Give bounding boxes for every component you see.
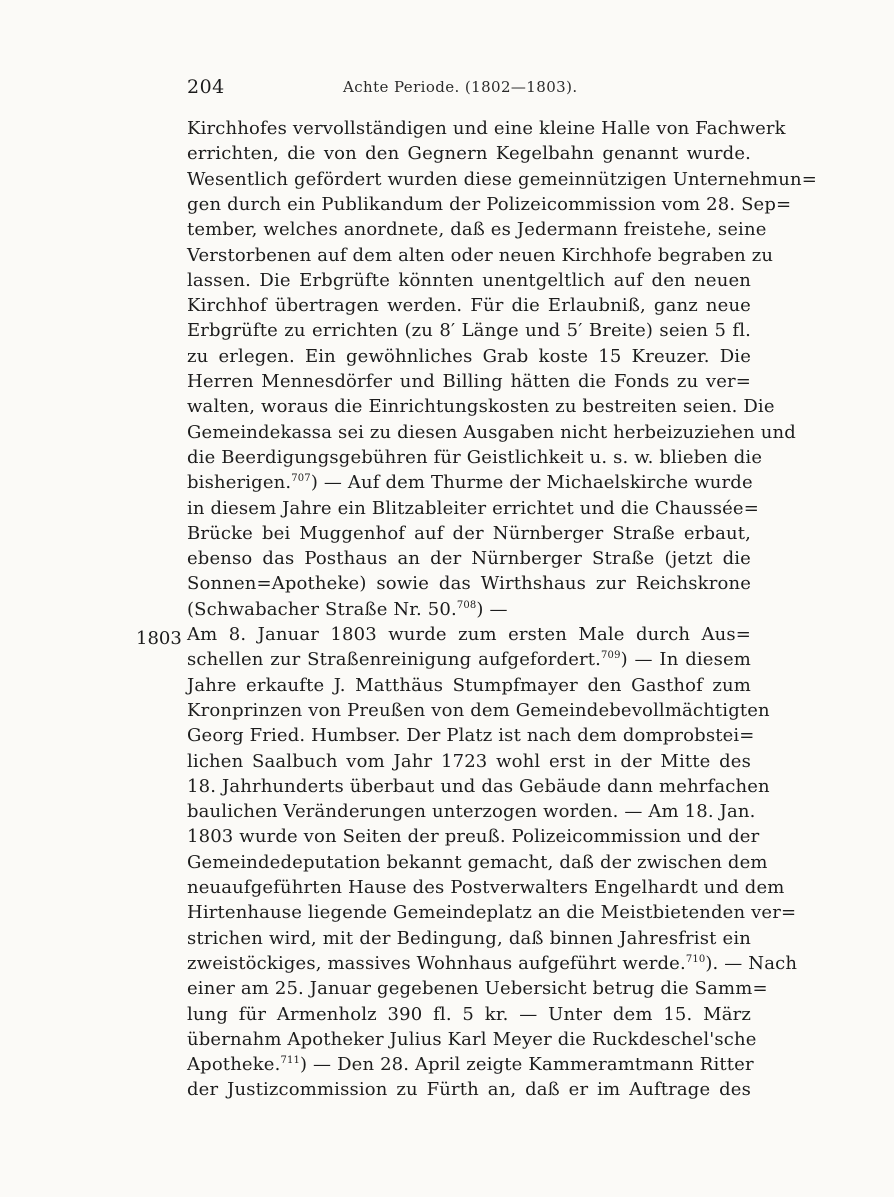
line-text: Erbgrüfte zu errichten (zu 8′ Länge und 5′ Breite) seien 5 fl. <box>187 320 751 342</box>
text-line <box>187 470 751 496</box>
line-text: die Beerdigungsgebühren für Geistlichkeit u. s. w. blieben die <box>187 446 763 468</box>
text-line <box>187 850 768 876</box>
footnote-marker: 707 <box>291 473 311 485</box>
footnote-marker: 710 <box>685 953 706 965</box>
text-line <box>187 976 768 1002</box>
text-line <box>187 597 751 623</box>
line-text: Gemeindekassa sei zu diesen Ausgaben nicht herbeizuziehen und <box>187 421 796 443</box>
text-line <box>187 521 751 547</box>
text-line <box>187 217 767 243</box>
text-line <box>187 673 751 699</box>
text-line <box>187 951 798 977</box>
line-text: Wesentlich gefördert wurden diese gemeinnützigen Unternehmun= <box>187 168 817 190</box>
line-text: ebenso das Posthaus an der Nürnberger Straße (jetzt die <box>187 548 751 570</box>
running-head: Achte Periode. (1802—1803). <box>343 78 578 96</box>
text-line <box>187 293 751 319</box>
line-text: lassen. Die Erbgrüfte könnten unentgeltlich auf den neuen <box>187 269 751 291</box>
line-text: übernahm Apotheker Julius Karl Meyer die Ruckdeschel'sche <box>187 1028 757 1050</box>
text-line <box>187 698 770 724</box>
line-text: ) — Den 28. April zeigte Kammeramtmann Ritter <box>300 1054 754 1076</box>
line-text: Kirchhofes vervollständigen und eine kleine Halle von Fachwerk <box>187 118 786 139</box>
text-line <box>187 622 751 648</box>
line-text: baulichen Veränderungen unterzogen worden. — Am 18. Jan. <box>187 801 756 823</box>
text-line <box>187 1027 757 1053</box>
text-line <box>187 394 775 420</box>
line-text: der Justizcommission zu Fürth an, daß er im Auftrage des <box>187 1079 751 1101</box>
line-text: (Schwabacher Straße Nr. 50. <box>187 598 457 620</box>
text-line <box>187 420 796 446</box>
footnote-marker: 711 <box>280 1055 301 1067</box>
text-line <box>187 141 751 167</box>
line-text: lichen Saalbuch vom Jahr 1723 wohl erst in der Mitte des <box>187 750 751 772</box>
line-text: gen durch ein Publikandum der Polizeicommission vom 28. Sep= <box>187 193 792 215</box>
line-text: Herren Mennesdörfer und Billing hätten die Fonds zu ver= <box>187 371 751 392</box>
text-line <box>187 344 751 370</box>
line-text: errichten, die von den Gegnern Kegelbahn genannt wurde. <box>187 143 751 165</box>
line-text: Sonnen=Apotheke) sowie das Wirthshaus zur Reichskrone <box>187 573 751 595</box>
text-line <box>187 369 751 395</box>
line-text: Georg Fried. Humbser. Der Platz ist nach dem domprobstei= <box>187 725 755 747</box>
text-line <box>187 900 797 926</box>
line-text: Jahre erkaufte J. Matthäus Stumpfmayer den Gasthof zum <box>187 674 751 696</box>
text-line <box>187 1002 751 1028</box>
line-text: ) — <box>476 598 508 620</box>
line-text: 1803 wurde von Seiten der preuß. Polizeicommission und der <box>187 826 760 848</box>
text-line <box>187 167 817 193</box>
line-text: tember, welches anordnete, daß es Jedermann freistehe, seine <box>187 219 767 241</box>
text-line <box>187 445 763 471</box>
text-line <box>187 243 774 269</box>
line-text: Kronprinzen von Preußen von dem Gemeindebevollmächtigten <box>187 699 770 721</box>
line-text: zweistöckiges, massives Wohnhaus aufgeführt werde. <box>187 952 686 974</box>
text-line <box>187 749 751 775</box>
text-line <box>187 799 756 825</box>
line-text: ) — In diesem <box>620 649 751 671</box>
text-line <box>187 268 751 294</box>
text-line <box>187 192 792 218</box>
text-line <box>187 496 759 522</box>
footnote-marker: 708 <box>456 599 477 611</box>
line-text: ) — Auf dem Thurme der Michaelskirche wurde <box>310 472 753 494</box>
line-text: strichen wird, mit der Bedingung, daß binnen Jahresfrist ein <box>187 927 751 949</box>
line-text: 18. Jahrhunderts überbaut und das Gebäude dann mehrfachen <box>187 775 770 797</box>
text-line <box>187 1052 754 1078</box>
line-text: in diesem Jahre ein Blitzableiter errichtet und die Chaussée= <box>187 497 759 519</box>
line-text: Verstorbenen auf dem alten oder neuen Kirchhofe begraben zu <box>187 244 774 266</box>
text-line <box>187 926 751 952</box>
page-header <box>187 72 747 102</box>
line-text: einer am 25. Januar gegebenen Uebersicht betrug die Samm= <box>187 978 768 1000</box>
line-text: bisherigen. <box>187 472 292 494</box>
text-line <box>187 723 755 749</box>
line-text: zu erlegen. Ein gewöhnliches Grab koste 15 Kreuzer. Die <box>187 345 751 367</box>
line-text: Hirtenhause liegende Gemeindeplatz an die Meistbietenden ver= <box>187 902 797 924</box>
text-line <box>187 824 760 850</box>
text-line <box>187 318 751 344</box>
text-line <box>187 116 786 142</box>
line-text: schellen zur Straßenreinigung aufgefordert. <box>187 649 602 671</box>
text-line <box>187 1077 751 1103</box>
line-text: Brücke bei Muggenhof auf der Nürnberger Straße erbaut, <box>187 522 751 544</box>
line-text: Am 8. Januar 1803 wurde zum ersten Male durch Aus= <box>187 624 751 645</box>
line-text: Apotheke. <box>187 1054 281 1076</box>
line-text: ). — Nach <box>705 952 798 974</box>
footnote-marker: 709 <box>601 650 621 662</box>
line-text: Gemeindedeputation bekannt gemacht, daß der zwischen dem <box>187 851 768 873</box>
line-text: Kirchhof übertragen werden. Für die Erlaubniß, ganz neue <box>187 295 751 317</box>
margin-year-note: 1803 <box>136 628 182 649</box>
page-number: 204 <box>187 76 225 98</box>
line-text: neuaufgeführten Hause des Postverwalters Engelhardt und dem <box>187 877 785 898</box>
line-text: lung für Armenholz 390 fl. 5 kr. — Unter dem 15. März <box>187 1003 751 1025</box>
text-line <box>187 546 751 572</box>
text-line <box>187 875 785 901</box>
text-line <box>187 647 751 673</box>
text-line <box>187 571 751 597</box>
text-line <box>187 774 770 800</box>
line-text: walten, woraus die Einrichtungskosten zu bestreiten seien. Die <box>187 396 775 418</box>
